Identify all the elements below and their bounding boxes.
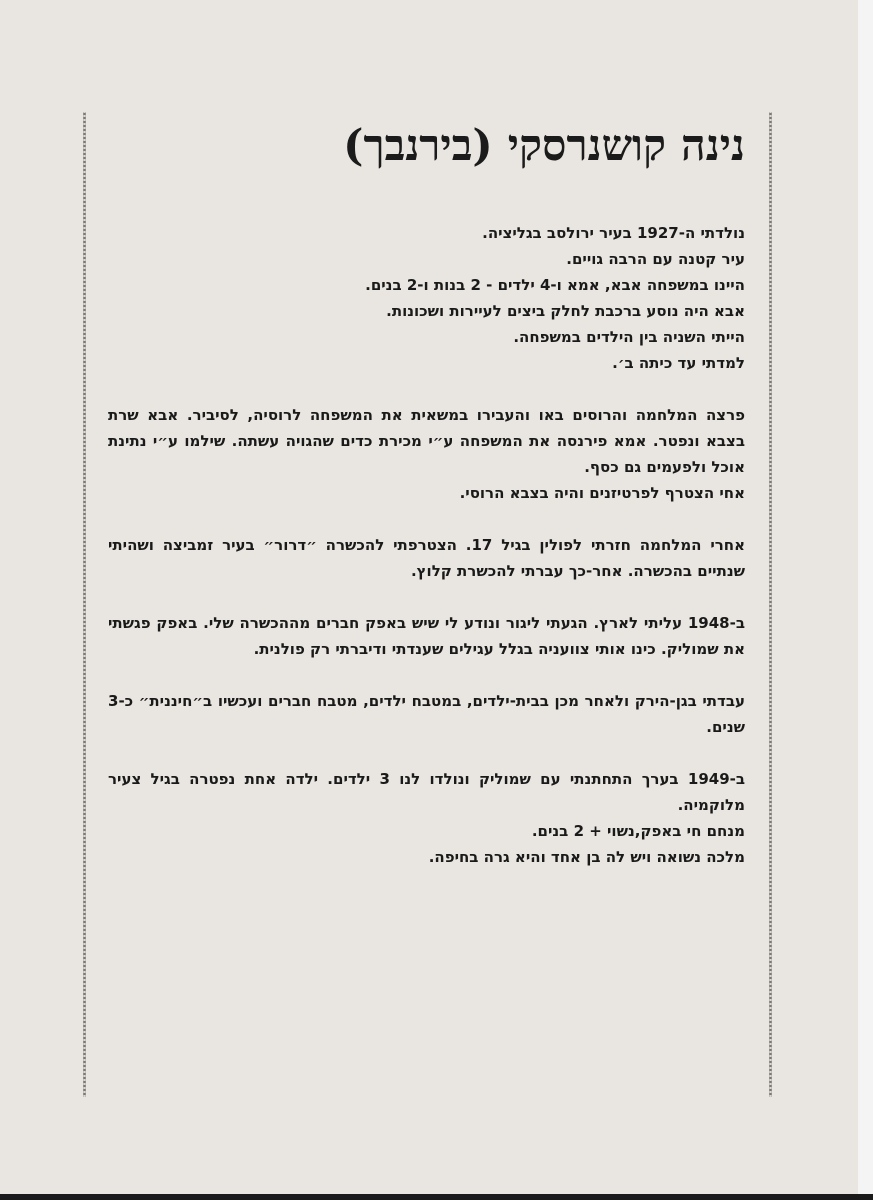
paragraph-childhood bbox=[108, 220, 745, 376]
paragraph-work bbox=[108, 688, 745, 740]
scan-edge-shadow bbox=[0, 1194, 873, 1200]
text-line: מנחם חי באפק,נשוי + 2 בנים. bbox=[531, 822, 745, 840]
text-line: הייתי השניה בין הילדים במשפחה. bbox=[513, 328, 745, 346]
biography-text bbox=[108, 220, 745, 896]
paragraph-family bbox=[108, 766, 745, 870]
text-line: היינו במשפחה אבא, אמא ו-4 ילדים - 2 בנות ו-2 בנים. bbox=[365, 276, 745, 294]
text-line: נולדתי ה-1927 בעיר ירולסב בגליציה. bbox=[482, 224, 745, 242]
paragraph-aliyah bbox=[108, 610, 745, 662]
decorative-border-left bbox=[82, 112, 87, 1097]
text-line: אחי הצטרף לפרטיזנים והיה בצבא הרוסי. bbox=[459, 484, 745, 502]
text-line: מלכה נשואה ויש לה בן אחד והיא גרה בחיפה. bbox=[428, 848, 745, 866]
text-block: ב-1949 בערך התחתנתי עם שמוליק ונולדו לנו 3 ילדים. ילדה אחת נפטרה בגיל צעיר מלוקמיה. bbox=[108, 770, 746, 814]
text-block: אחרי המלחמה חזרתי לפולין בגיל 17. הצטרפתי להכשרה ״דרור״ בעיר זמביצה ושהיתי שנתיים בהכשרה. אחר-כך עברתי להכשרת קלוץ. bbox=[108, 536, 746, 580]
page-title: נינה קושנרסקי (בירנבך) bbox=[343, 121, 745, 171]
text-block: עבדתי בגן-הירק ולאחר מכן בבית-ילדים, במטבח ילדים, מטבח חברים ועכשיו ב״חיננית״ כ-3 שנים. bbox=[108, 692, 745, 736]
paragraph-war bbox=[108, 402, 745, 506]
text-line: אבא היה נוסע ברכבת לחלק ביצים לעיירות ושכונות. bbox=[386, 302, 745, 320]
paragraph-after-war bbox=[108, 532, 745, 584]
scan-margin bbox=[858, 0, 873, 1194]
text-block: פרצה המלחמה והרוסים באו והעבירו במשאית את המשפחה לרוסיה, לסיביר. אבא שרת בצבא ונפטר. אמא פירנסה את המשפחה ע״י מכירת כדים שהגויה עשתה. שילמו ע״י נתינת אוכל ולפעמים גם כסף. bbox=[108, 406, 745, 476]
text-line: עיר קטנה עם הרבה גויים. bbox=[566, 250, 745, 268]
text-line: למדתי עד כיתה ב׳. bbox=[612, 354, 745, 372]
decorative-border-right bbox=[768, 112, 773, 1097]
text-block: ב-1948 עליתי לארץ. הגעתי ליגור ונודע לי שיש באפק חברים מההכשרה שלי. באפק פגשתי את שמוליק. כינו אותי צוועניה בגלל עגילים שענדתי ודיברתי רק פולנית. bbox=[108, 614, 745, 658]
